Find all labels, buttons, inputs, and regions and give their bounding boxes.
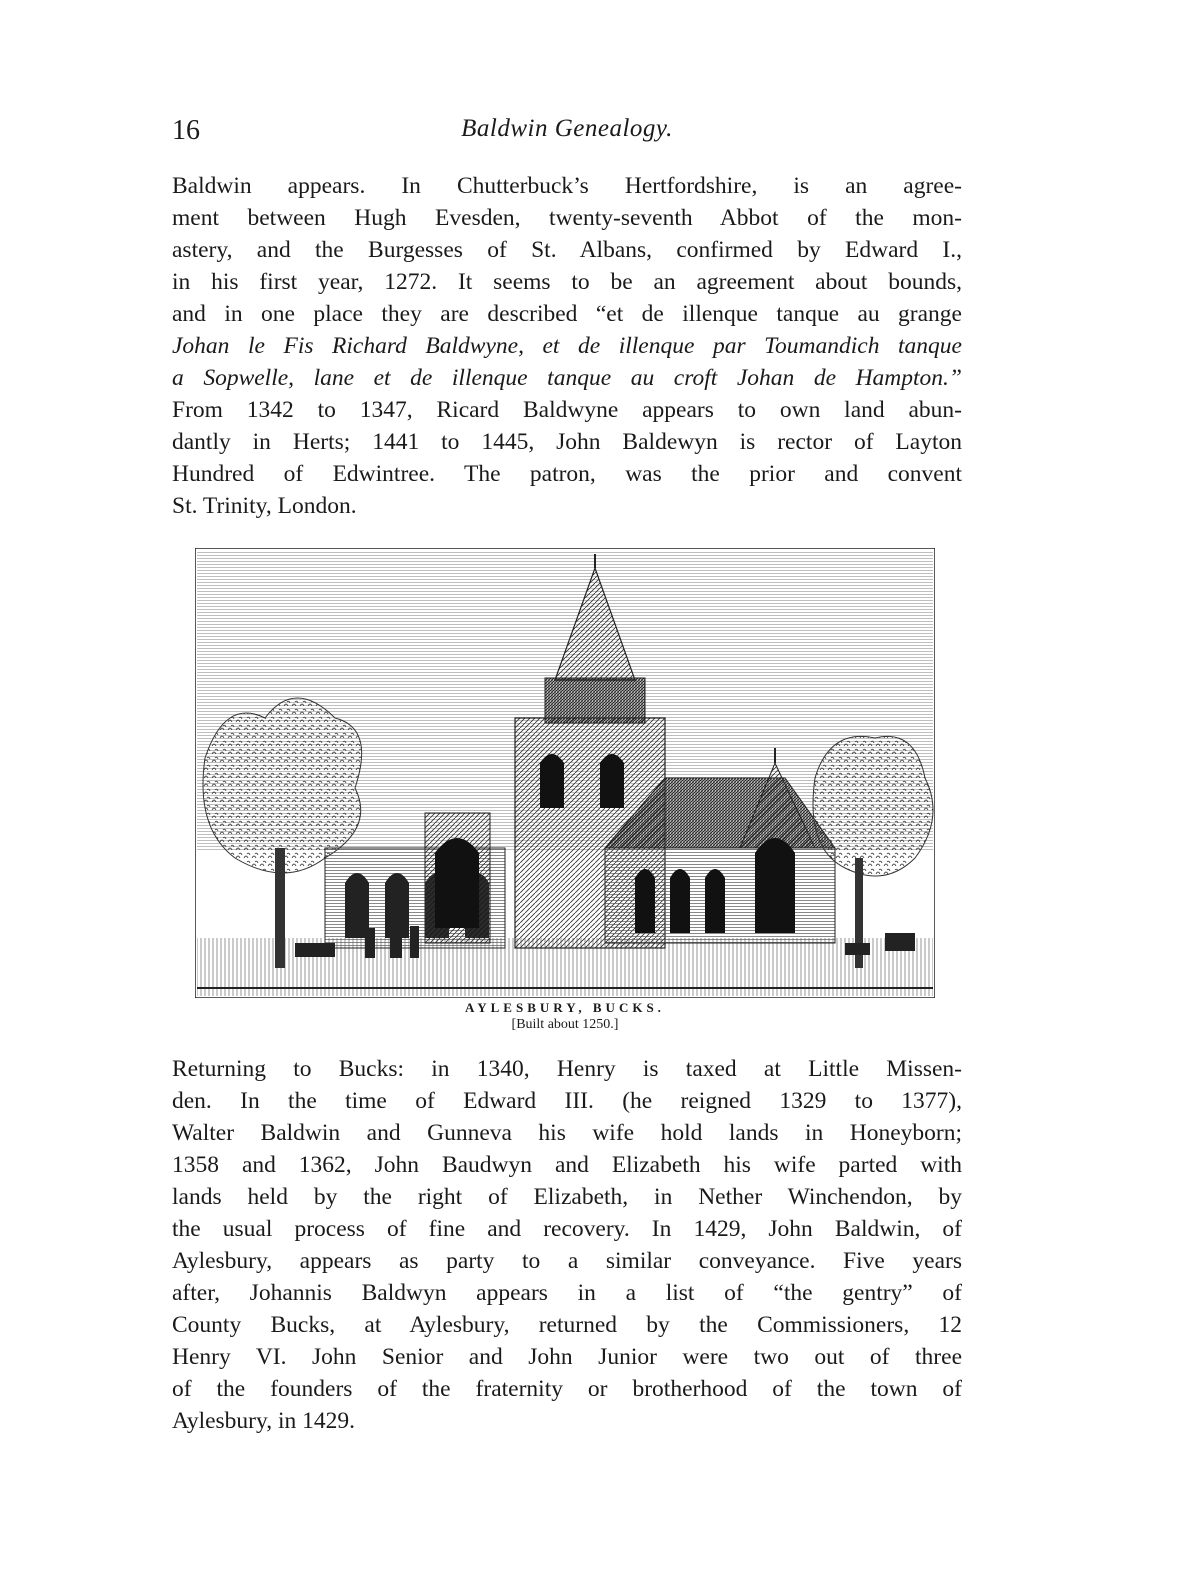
text-line: in his first year, 1272. It seems to be an agreement about bounds,	[172, 269, 962, 295]
paragraph-2	[172, 1053, 962, 1437]
text-line: den. In the time of Edward III. (he reigned 1329 to 1377),	[172, 1088, 962, 1114]
text-line: 1358 and 1362, John Baudwyn and Elizabeth his wife parted with	[172, 1152, 962, 1178]
text-line: St. Trinity, London.	[172, 493, 357, 519]
text-line: County Bucks, at Aylesbury, returned by the Commissioners, 12	[172, 1312, 962, 1338]
text-line: Walter Baldwin and Gunneva his wife hold lands in Honeyborn;	[172, 1120, 962, 1146]
page-header	[172, 115, 962, 155]
text-line: Henry VI. John Senior and John Junior were two out of three	[172, 1344, 962, 1370]
text-line: astery, and the Burgesses of St. Albans, confirmed by Edward I.,	[172, 237, 962, 263]
text-line: lands held by the right of Elizabeth, in Nether Winchendon, by	[172, 1184, 962, 1210]
text-line: From 1342 to 1347, Ricard Baldwyne appears to own land abun-	[172, 397, 962, 423]
text-line: Returning to Bucks: in 1340, Henry is taxed at Little Missen-	[172, 1056, 962, 1082]
text-line: after, Johannis Baldwyn appears in a list of “the gentry” of	[172, 1280, 962, 1306]
page-number: 16	[172, 115, 200, 146]
text-line: the usual process of fine and recovery. In 1429, John Baldwin, of	[172, 1216, 962, 1242]
text-line: ment between Hugh Evesden, twenty-seventh Abbot of the mon-	[172, 205, 962, 231]
text-line: and in one place they are described “et de illenque tanque au grange	[172, 301, 962, 327]
running-title: Baldwin Genealogy.	[461, 115, 673, 142]
church-engraving	[195, 548, 935, 998]
paragraph-1	[172, 170, 962, 522]
text-line: of the founders of the fraternity or brotherhood of the town of	[172, 1376, 962, 1402]
text-line: Johan le Fis Richard Baldwyne, et de illenque par Toumandich tanque	[172, 333, 962, 359]
text-line: Baldwin appears. In Chutterbuck’s Hertfordshire, is an agree-	[172, 173, 962, 199]
figure-caption-title: AYLESBURY, BUCKS.	[465, 1000, 665, 1015]
text-line: a Sopwelle, lane et de illenque tanque au croft Johan de Hampton.”	[172, 365, 962, 391]
text-line: Aylesbury, appears as party to a similar conveyance. Five years	[172, 1248, 962, 1274]
text-line: dantly in Herts; 1441 to 1445, John Baldewyn is rector of Layton	[172, 429, 962, 455]
text-line: Aylesbury, in 1429.	[172, 1408, 355, 1434]
figure-caption-subtitle: [Built about 1250.]	[511, 1017, 619, 1032]
text-line: Hundred of Edwintree. The patron, was the prior and convent	[172, 461, 962, 487]
